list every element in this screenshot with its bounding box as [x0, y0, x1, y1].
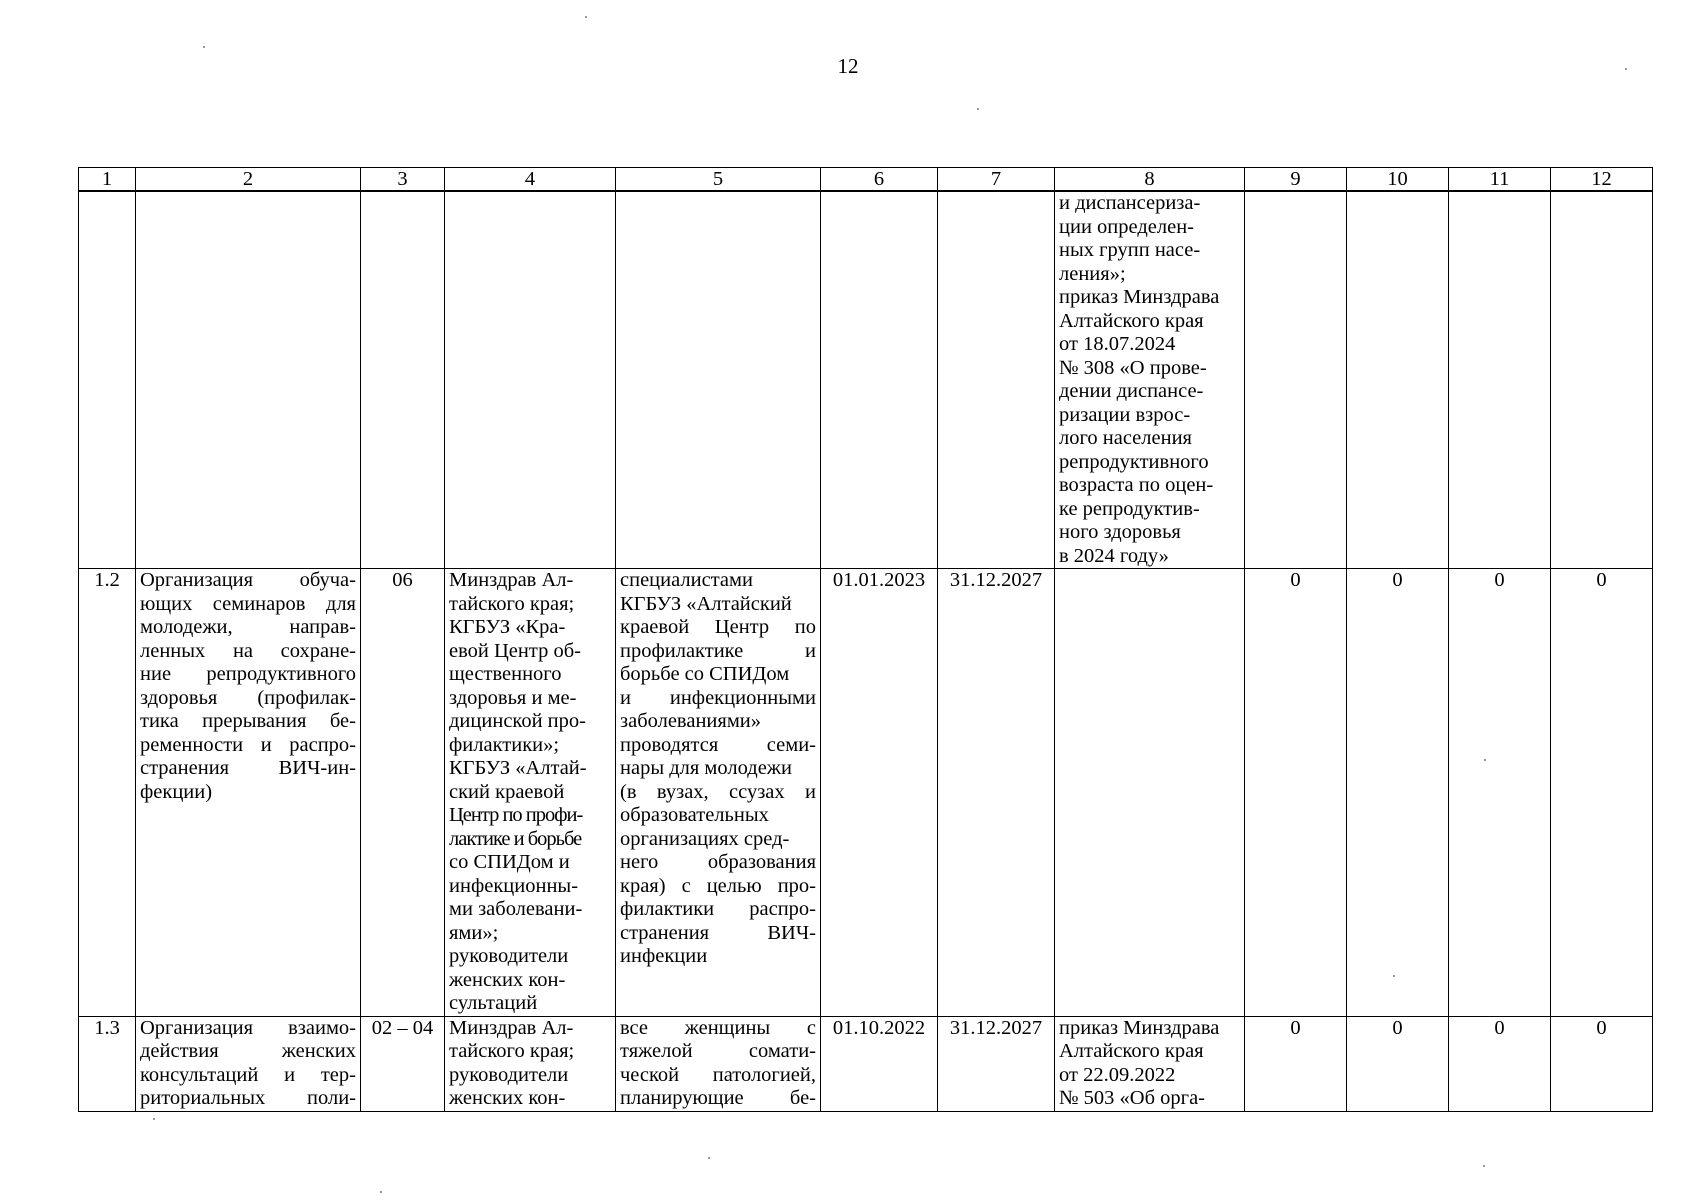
cell-empty [1551, 191, 1653, 569]
text-line: репродуктивного [1059, 450, 1209, 473]
cell-start-date: 01.10.2022 [821, 1016, 938, 1111]
text-line: краевой Центр по [620, 616, 816, 638]
cell-end-date: 31.12.2027 [938, 569, 1055, 1017]
header-col-3: 3 [361, 168, 445, 192]
text-line: консультаций и тер- [140, 1063, 356, 1086]
cell-value-10: 0 [1347, 569, 1449, 1017]
text-line: Алтайского края [1059, 1040, 1204, 1062]
text-line: Минздрав Ал- [449, 569, 574, 591]
header-col-7: 7 [938, 168, 1055, 192]
text-line: ризации взрос- [1059, 403, 1191, 426]
cell-measure-name [136, 569, 361, 1017]
text-line: Организация обуча- [140, 569, 356, 591]
header-col-9: 9 [1245, 168, 1347, 192]
scan-speck [1484, 759, 1486, 761]
cell-empty [79, 191, 136, 569]
text-line: нары для молодежи [620, 757, 792, 779]
text-line: со СПИДом и [449, 851, 570, 873]
text-line: женских кон- [449, 968, 566, 991]
text-line: Минздрав Ал- [449, 1016, 574, 1039]
text-line: дении диспансе- [1059, 380, 1204, 402]
text-line: Центр по профи- [449, 804, 583, 826]
cell-value-12: 0 [1551, 1016, 1653, 1111]
table-row [79, 569, 1653, 1017]
cell-item-number: 1.3 [79, 1016, 136, 1111]
text-line: заболеваниями» [620, 710, 762, 732]
header-col-2: 2 [136, 168, 361, 192]
text-line: приказ Минздрава [1059, 286, 1220, 308]
header-col-1: 1 [79, 168, 136, 192]
cell-code: 06 [361, 569, 445, 1017]
cell-value-11: 0 [1449, 569, 1551, 1017]
text-line: Организация взаимо- [140, 1016, 356, 1039]
text-line: филактики»; [449, 733, 560, 756]
text-line: дицинской про- [449, 710, 586, 732]
text-line: ческой патологией, [620, 1063, 816, 1086]
text-line: щественного [449, 663, 562, 685]
text-line: филактики распро- [620, 898, 816, 920]
text-line: здоровья (профилак- [140, 686, 356, 709]
cell-empty [616, 191, 821, 569]
text-line: КГБУЗ «Кра- [449, 616, 566, 638]
text-line: здоровья и ме- [449, 686, 577, 709]
scan-speck [1393, 975, 1395, 977]
cell-item-number: 1.2 [79, 569, 136, 1017]
header-col-11: 11 [1449, 168, 1551, 192]
cell-value-9: 0 [1245, 569, 1347, 1017]
text-line: руководители [449, 945, 569, 967]
cell-description [616, 569, 821, 1017]
cell-legal-basis [1055, 191, 1245, 569]
text-line: странения ВИЧ- [620, 921, 816, 944]
text-line: проводятся семи- [620, 733, 816, 756]
cell-value-9: 0 [1245, 1016, 1347, 1111]
text-line: тика прерывания бе- [140, 710, 356, 732]
scan-speck [585, 16, 587, 18]
cell-code: 02 – 04 [361, 1016, 445, 1111]
text-line: и диспансериза- [1059, 192, 1201, 214]
cell-executors [445, 1016, 616, 1111]
header-col-8: 8 [1055, 168, 1245, 192]
scan-speck [708, 1157, 710, 1159]
text-line: ми заболевани- [449, 898, 583, 920]
text-line: странения ВИЧ-ин- [140, 757, 356, 779]
text-line: ке репродуктив- [1059, 497, 1200, 520]
cell-value-11: 0 [1449, 1016, 1551, 1111]
text-line: края) с целью про- [620, 874, 816, 897]
text-line: молодежи, направ- [140, 616, 356, 638]
text-line: № 308 «О прове- [1059, 356, 1207, 379]
text-line: и инфекционными [620, 686, 816, 709]
text-line: приказ Минздрава [1059, 1016, 1220, 1039]
text-line: действия женских [140, 1040, 356, 1062]
cell-legal-basis [1055, 1016, 1245, 1111]
cell-measure-name [136, 1016, 361, 1111]
header-row [79, 168, 1653, 192]
cell-empty [1347, 191, 1449, 569]
cell-description [616, 1016, 821, 1111]
text-line: инфекции [620, 945, 708, 967]
header-col-4: 4 [445, 168, 616, 192]
cell-empty [821, 191, 938, 569]
header-col-6: 6 [821, 168, 938, 192]
text-line: № 503 «Об орга- [1059, 1087, 1206, 1109]
text-line: организациях сред- [620, 827, 790, 850]
text-line: КГБУЗ «Алтай- [449, 757, 587, 779]
text-line: фекции) [140, 780, 213, 803]
scan-speck [203, 46, 205, 48]
scan-speck [977, 108, 979, 110]
text-line: ями»; [449, 921, 499, 944]
cell-start-date: 01.01.2023 [821, 569, 938, 1017]
header-col-5: 5 [616, 168, 821, 192]
text-line: ющих семинаров для [140, 592, 356, 615]
cell-empty [445, 191, 616, 569]
text-line: ние репродуктивного [140, 663, 356, 685]
page-number: 12 [837, 54, 859, 78]
text-line: возраста по оцен- [1059, 474, 1214, 496]
cell-end-date: 31.12.2027 [938, 1016, 1055, 1111]
cell-value-12: 0 [1551, 569, 1653, 1017]
text-line: ременности и распро- [140, 733, 356, 756]
text-line: евой Центр об- [449, 639, 581, 662]
text-line: планирующие бе- [620, 1087, 816, 1109]
text-line: риториальных поли- [140, 1087, 356, 1109]
scan-speck [1625, 68, 1627, 70]
cell-legal-basis [1055, 569, 1245, 1017]
text-line: КГБУЗ «Алтайский [620, 592, 792, 615]
text-line: (в вузах, ссузах и [620, 780, 816, 803]
header-col-10: 10 [1347, 168, 1449, 192]
text-line: ции определен- [1059, 215, 1194, 238]
text-line: от 18.07.2024 [1059, 333, 1176, 355]
text-line: образовательных [620, 804, 769, 826]
header-col-12: 12 [1551, 168, 1653, 192]
measures-table [78, 167, 1653, 1112]
text-line: него образования [620, 851, 816, 873]
text-line: ного здоровья [1059, 521, 1181, 543]
scan-speck [153, 1118, 155, 1120]
text-line: ский краевой [449, 780, 565, 803]
text-line: ных групп насе- [1059, 239, 1201, 261]
text-line: сультаций [449, 992, 538, 1014]
text-line: в 2024 году» [1059, 544, 1169, 567]
text-line: тяжелой сомати- [620, 1040, 816, 1062]
text-line: от 22.09.2022 [1059, 1063, 1176, 1086]
cell-empty [1449, 191, 1551, 569]
text-line: профилактике и [620, 639, 816, 662]
table-row-continuation [79, 191, 1653, 569]
text-line: специалистами [620, 569, 753, 591]
text-line: все женщины с [620, 1016, 816, 1039]
text-line: инфекционны- [449, 874, 579, 897]
text-line: борьбе со СПИДом [620, 663, 790, 685]
cell-empty [136, 191, 361, 569]
text-line: женских кон- [449, 1087, 566, 1109]
text-line: ления»; [1059, 262, 1126, 285]
text-line: ленных на сохране- [140, 639, 356, 662]
scan-speck [380, 1191, 382, 1193]
text-line: руководители [449, 1063, 569, 1086]
text-line: лого населения [1059, 427, 1192, 449]
cell-value-10: 0 [1347, 1016, 1449, 1111]
scan-speck [1483, 1165, 1485, 1167]
cell-empty [938, 191, 1055, 569]
cell-empty [1245, 191, 1347, 569]
cell-empty [361, 191, 445, 569]
text-line: лактике и борьбе [449, 827, 582, 850]
cell-executors [445, 569, 616, 1017]
text-line: тайского края; [449, 1040, 575, 1062]
text-line: Алтайского края [1059, 309, 1204, 332]
text-line: тайского края; [449, 592, 575, 615]
table-row [79, 1016, 1653, 1111]
